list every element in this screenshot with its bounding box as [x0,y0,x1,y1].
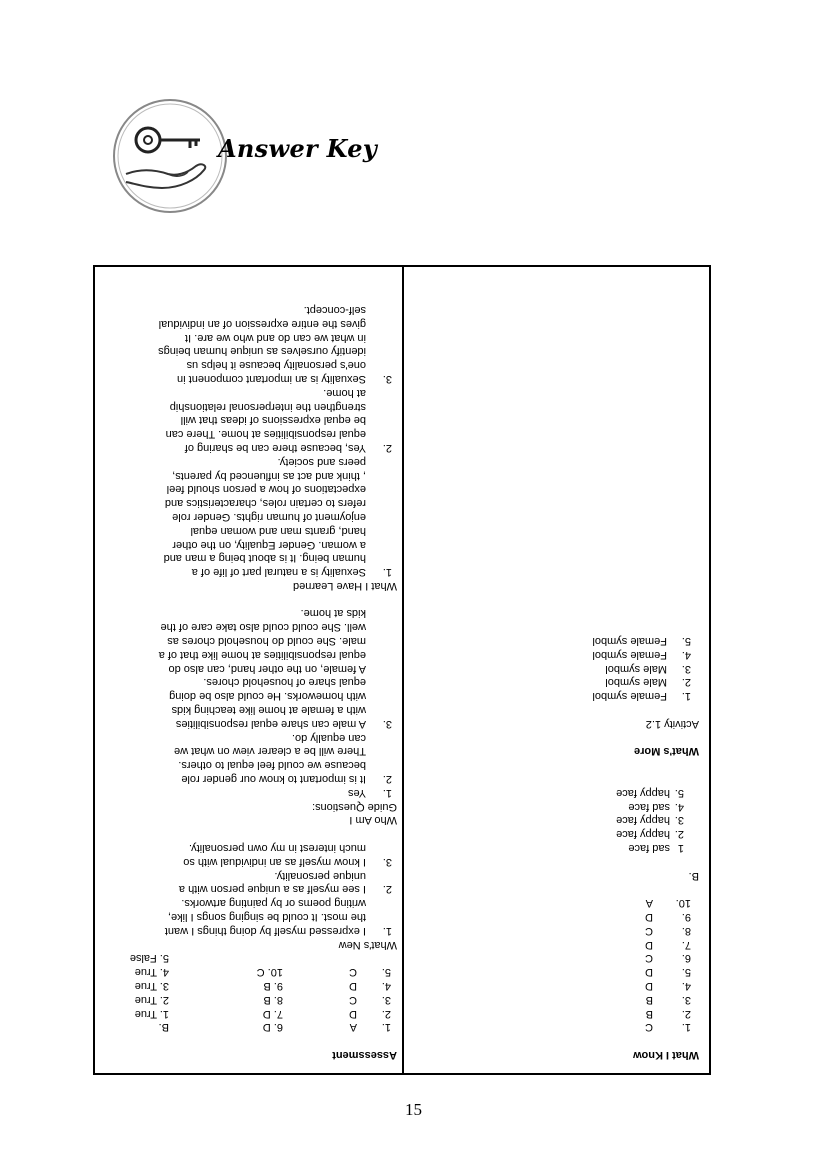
assessment-cell: 5. [381,966,391,979]
assessment-cell: 10. C [256,966,283,979]
item-number: 4. [674,800,684,813]
item-answer: Male symbol [605,662,667,675]
list-item [404,951,699,965]
item-number: 9. [681,911,691,924]
list-item [404,964,699,978]
item-number: 5. [681,635,691,648]
list-item [404,675,699,689]
assessment-cell: 3. True [134,980,169,993]
item-number: 3. [681,662,691,675]
list-item [101,868,397,896]
page-title: Answer Key [218,134,378,163]
list-item [404,647,699,661]
assessment-cell [169,951,283,965]
item-answer: Female symbol [592,690,667,703]
item-answer: Sexuality is a natural part of life of a human being. It is about being a man and a woman. Gender Equality, on the other hand, grants man and woman equal enjoyment of human rights. Gender role refers to certain roles, characteristics and expectations of how a person should feel , think and act as influenced by parents, peers and society. [163,455,366,579]
item-number: 3. [382,855,392,868]
item-number: 2. [681,676,691,689]
item-number: 1. [382,924,392,937]
list-item [404,799,699,813]
assessment-cell: 9. B [263,980,283,993]
list-item [404,992,699,1006]
assessment-cell: 5. False [129,952,169,965]
list-item [101,302,397,385]
assessment-cell: 2. True [134,993,169,1006]
item-number: 7. [681,938,691,951]
part-b-answers [404,785,699,854]
assessment-cell: 4. True [134,966,169,979]
right-column [95,267,402,1073]
list-item [101,895,397,936]
guide-questions-label: Guide Questions: [312,800,397,813]
item-answer: Female symbol [592,635,667,648]
section-heading-whats-more: What's More [634,745,699,758]
item-answer: happy face [616,786,670,799]
list-item [404,909,699,923]
item-answer: A male can share equal responsibilities with a female at home like teaching kids with homeworks. He could also be doing equal share of household chores. [169,676,366,730]
item-answer: happy face [616,814,670,827]
part-b-label: B. [688,869,699,882]
activity-label: Activity 1.2 [645,717,699,730]
item-number: 2. [674,828,684,841]
assessment-cell: 8. B [263,993,283,1006]
item-answer: sad face [628,842,670,855]
list-item [404,1020,699,1034]
item-number: 1. [681,690,691,703]
answer-key-table [93,265,711,1075]
assessment-cell: C [349,966,357,979]
item-number: 1. [681,1021,691,1034]
assessment-cell: 2. [381,1007,391,1020]
section-heading-assessment: Assessment [332,1049,397,1061]
item-answer: happy face [616,828,670,841]
item-answer: D [645,966,653,979]
assessment-cell [357,951,391,965]
item-number: 3. [681,993,691,1006]
list-item [404,813,699,827]
assessment-cell: A [349,1021,357,1034]
item-answer: It is important to know our gender role because we could feel equal to others. There will be a clearer view on what we can equally do. [174,731,366,786]
item-number: 1 [677,842,684,855]
item-number: 3. [382,372,392,385]
page-number: 15 [405,1100,422,1119]
list-item [404,895,699,909]
assessment-cell: 1. True [134,1007,169,1020]
list-item [101,785,397,799]
item-number: 1. [382,786,392,799]
whats-new-answers [101,840,397,937]
item-number: 2. [382,773,392,786]
item-number: 4. [681,648,691,661]
item-number: 1. [382,566,392,579]
item-answer: C [645,1021,653,1034]
item-answer: I see myself as a unique person with a unique personality. [178,869,366,896]
item-answer: C [645,924,653,937]
assessment-cell [283,951,357,965]
assessment-cell: 6. D [262,1021,283,1034]
item-answer: I expressed myself by doing things I want the most. It could be singing songs I like, writing poems or by painting artworks. [164,897,366,937]
item-number: 6. [681,952,691,965]
section-heading-who-am-i: Who Am I [349,814,397,827]
item-number: 8. [681,924,691,937]
list-item [404,826,699,840]
item-number: 3. [382,717,392,730]
what-i-have-learned-answers [101,302,397,578]
item-answer: D [645,980,653,993]
list-item [404,1006,699,1020]
key-in-hand-icon [112,98,228,214]
item-answer: D [645,938,653,951]
item-number: 2. [382,441,392,454]
item-number: 5. [674,786,684,799]
item-answer: B [645,993,653,1006]
section-heading-what-i-know: What I Know [633,1049,699,1061]
item-answer: Sexuality is an important component in one's personality because it helps us identify ourselves as unique human beings in what we can do and who we are. It gives the entire expression of an individual self-concept. [158,303,366,385]
assessment-cell: 7. D [262,1007,283,1020]
item-number: 4. [681,980,691,993]
list-item [101,730,397,785]
assessment-cell: C [349,993,357,1006]
item-answer: B [645,1007,653,1020]
list-item [101,385,397,454]
assessment-cell: 1. [381,1021,391,1034]
list-item [101,840,397,868]
section-heading-what-i-have-learned: What I Have Learned [293,579,397,592]
list-item [404,978,699,992]
list-item [404,923,699,937]
list-item [101,454,397,578]
list-item [404,688,699,702]
item-answer: C [645,952,653,965]
assessment-answers [101,951,397,1034]
item-number: 2. [382,883,392,896]
item-answer: Yes, because there can be sharing of equal responsibilities at home. There can be equal expressions of ideas that will strengthen the interpersonal relationship at home. [165,386,366,454]
what-i-know-answers [404,895,699,1033]
item-number: 10. [675,897,691,910]
item-answer: Male symbol [605,676,667,689]
item-answer: Female symbol [592,648,667,661]
list-item [404,840,699,854]
whats-more-answers [404,633,699,702]
list-item [404,785,699,799]
item-answer: sad face [628,800,670,813]
list-item [404,633,699,647]
left-column [402,267,709,1073]
who-am-i-extra-paragraph: A female, on the other hand, can also do equal responsibilities at home like that of a male. She could do household chores as well. She could could also take care of the kids at home. [158,607,366,675]
list-item [404,937,699,951]
item-answer: A [645,897,653,910]
item-number: 2. [681,1007,691,1020]
who-am-i-answers [101,675,397,799]
section-heading-whats-new: What's New [338,938,397,951]
item-number: 3. [674,814,684,827]
assessment-cell: B. [158,1021,169,1034]
assessment-cell: D [349,980,357,993]
item-answer: I know myself as an individual with so much interest in my own personality. [183,842,366,868]
item-answer: Yes [348,786,366,799]
list-item [404,661,699,675]
item-answer: D [645,911,653,924]
item-number: 5. [681,966,691,979]
list-item [101,675,397,730]
assessment-cell: D [349,1007,357,1020]
assessment-cell: 3. [381,993,391,1006]
assessment-cell: 4. [381,980,391,993]
